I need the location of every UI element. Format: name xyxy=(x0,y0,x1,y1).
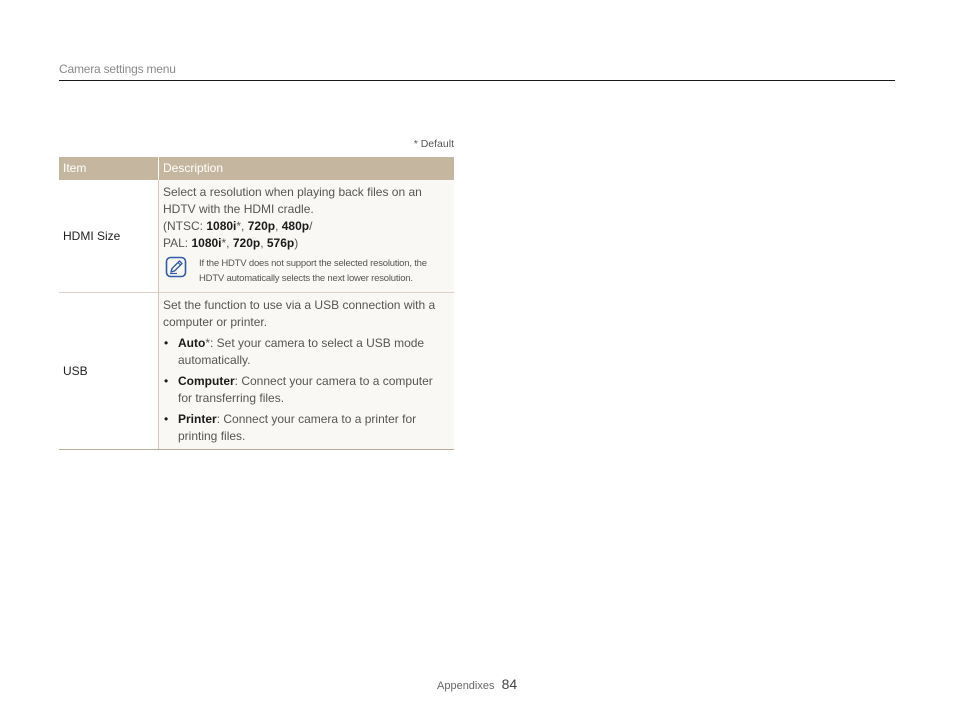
settings-table xyxy=(59,157,454,450)
bullet: • xyxy=(164,336,169,350)
separator: , xyxy=(275,219,282,233)
separator: , xyxy=(241,219,248,233)
page-footer xyxy=(437,676,517,692)
list-item xyxy=(163,411,450,445)
hdmi-description-text: Select a resolution when playing back files on an HDTV with the HDMI cradle. xyxy=(163,185,422,216)
list-item xyxy=(163,373,450,407)
description-hdmi-size xyxy=(159,180,455,293)
ntsc-720p: 720p xyxy=(247,219,276,233)
pal-label: PAL: xyxy=(163,236,192,250)
hdmi-ntsc-line xyxy=(163,218,450,235)
description-usb xyxy=(159,293,455,450)
option-printer-text: : Connect your camera to a printer for printing files. xyxy=(178,412,417,443)
default-mark: * xyxy=(236,219,242,233)
default-mark: * xyxy=(221,236,227,250)
note-pencil-icon xyxy=(165,256,187,278)
option-computer: Computer xyxy=(178,374,235,388)
list-item xyxy=(163,335,450,369)
hdmi-pal-line xyxy=(163,235,450,252)
separator: / xyxy=(309,219,313,233)
separator: ) xyxy=(294,236,299,250)
option-auto: Auto xyxy=(178,336,206,350)
default-note: * Default xyxy=(413,138,454,150)
default-mark: * xyxy=(205,336,210,350)
column-header-description: Description xyxy=(159,157,455,180)
option-computer-text: : Connect your camera to a computer for transferring files. xyxy=(178,374,433,405)
option-auto-text: : Set your camera to select a USB mode automatically. xyxy=(178,336,425,367)
item-hdmi-size: HDMI Size xyxy=(59,180,159,293)
column-header-item: Item xyxy=(59,157,159,180)
bullet: • xyxy=(164,412,169,426)
ntsc-1080i: 1080i xyxy=(206,219,237,233)
hdmi-note-text: If the HDTV does not support the selected resolution, the HDTV automatically selects the next lower resolution. xyxy=(199,258,427,284)
table-header-row xyxy=(59,157,454,180)
table-row xyxy=(59,180,454,293)
page-number: 84 xyxy=(501,676,518,692)
usb-options-list xyxy=(163,335,450,445)
footer-section: Appendixes xyxy=(437,680,495,692)
usb-intro-text: Set the function to use via a USB connection with a computer or printer. xyxy=(163,298,436,329)
bullet: • xyxy=(164,374,169,388)
section-title: Camera settings menu xyxy=(59,62,176,76)
pal-720p: 720p xyxy=(232,236,261,250)
option-printer: Printer xyxy=(178,412,217,426)
pal-576p: 576p xyxy=(266,236,295,250)
hdmi-note xyxy=(163,256,450,286)
page-header xyxy=(59,62,895,81)
separator: , xyxy=(226,236,233,250)
ntsc-label: (NTSC: xyxy=(163,219,207,233)
item-usb: USB xyxy=(59,293,159,450)
table-row xyxy=(59,293,454,450)
ntsc-480p: 480p xyxy=(281,219,310,233)
pal-1080i: 1080i xyxy=(191,236,222,250)
separator: , xyxy=(260,236,267,250)
